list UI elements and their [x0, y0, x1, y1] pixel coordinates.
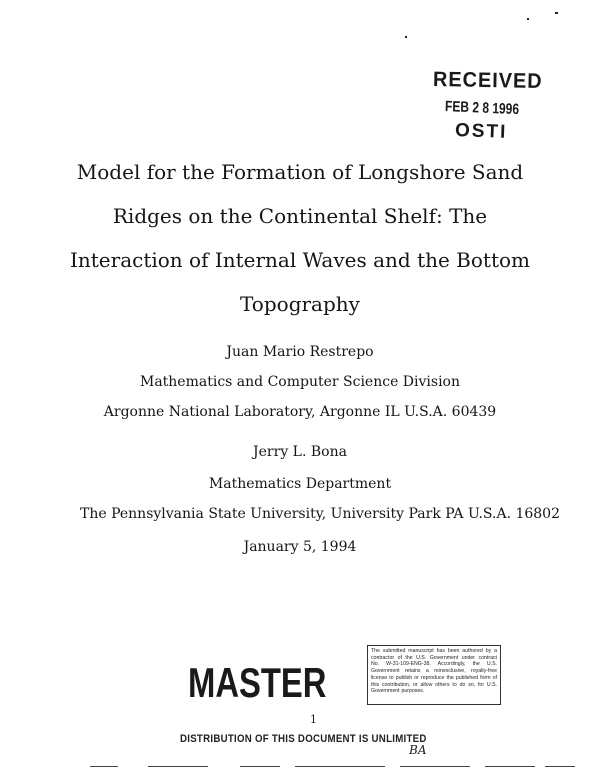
scan-speck: [555, 12, 558, 14]
government-notice-box: [367, 645, 501, 705]
author-1-affiliation: Argonne National Laboratory, Argonne IL U.S.A. 60439: [103, 404, 497, 420]
author-2-name: Jerry L. Bona: [253, 444, 347, 460]
handwritten-initials: BA: [409, 743, 427, 757]
stamp-date-text: FEB 2 8 1996: [444, 98, 520, 119]
author-1-division: Mathematics and Computer Science Division: [139, 374, 461, 390]
title-line-3: Interaction of Internal Waves and the Bottom: [69, 248, 531, 272]
distribution-statement: DISTRIBUTION OF THIS DOCUMENT IS UNLIMITED: [180, 733, 427, 745]
title-line-4: Topography: [240, 292, 360, 316]
government-notice-text: The submitted manuscript has been authored by a contractor of the U.S. Government under contract No. W-31-109-ENG-38. Accordingly, the U.S. Government retains a nonexclusive, royalty-free license to publish or reproduce the published form of this contribution, or allow others to do so, for U.S. Government purposes.: [371, 648, 497, 695]
master-stamp: MASTER: [188, 660, 327, 707]
page-number: 1: [310, 713, 317, 726]
scan-edge-marks: [90, 766, 580, 768]
author-1-name: Juan Mario Restrepo: [226, 344, 374, 360]
scan-speck: [405, 36, 407, 38]
stamp-osti-text: OSTI: [454, 120, 508, 143]
title-line-1: Model for the Formation of Longshore Sand: [76, 160, 524, 184]
stamp-received-text: RECEIVED: [432, 68, 543, 94]
author-2-affiliation: The Pennsylvania State University, University Park PA U.S.A. 16802: [80, 506, 560, 522]
author-2-department: Mathematics Department: [208, 476, 392, 492]
received-stamp: [425, 68, 565, 148]
document-date: January 5, 1994: [243, 539, 357, 555]
scan-speck: [527, 18, 529, 20]
title-line-2: Ridges on the Continental Shelf: The: [112, 204, 488, 228]
